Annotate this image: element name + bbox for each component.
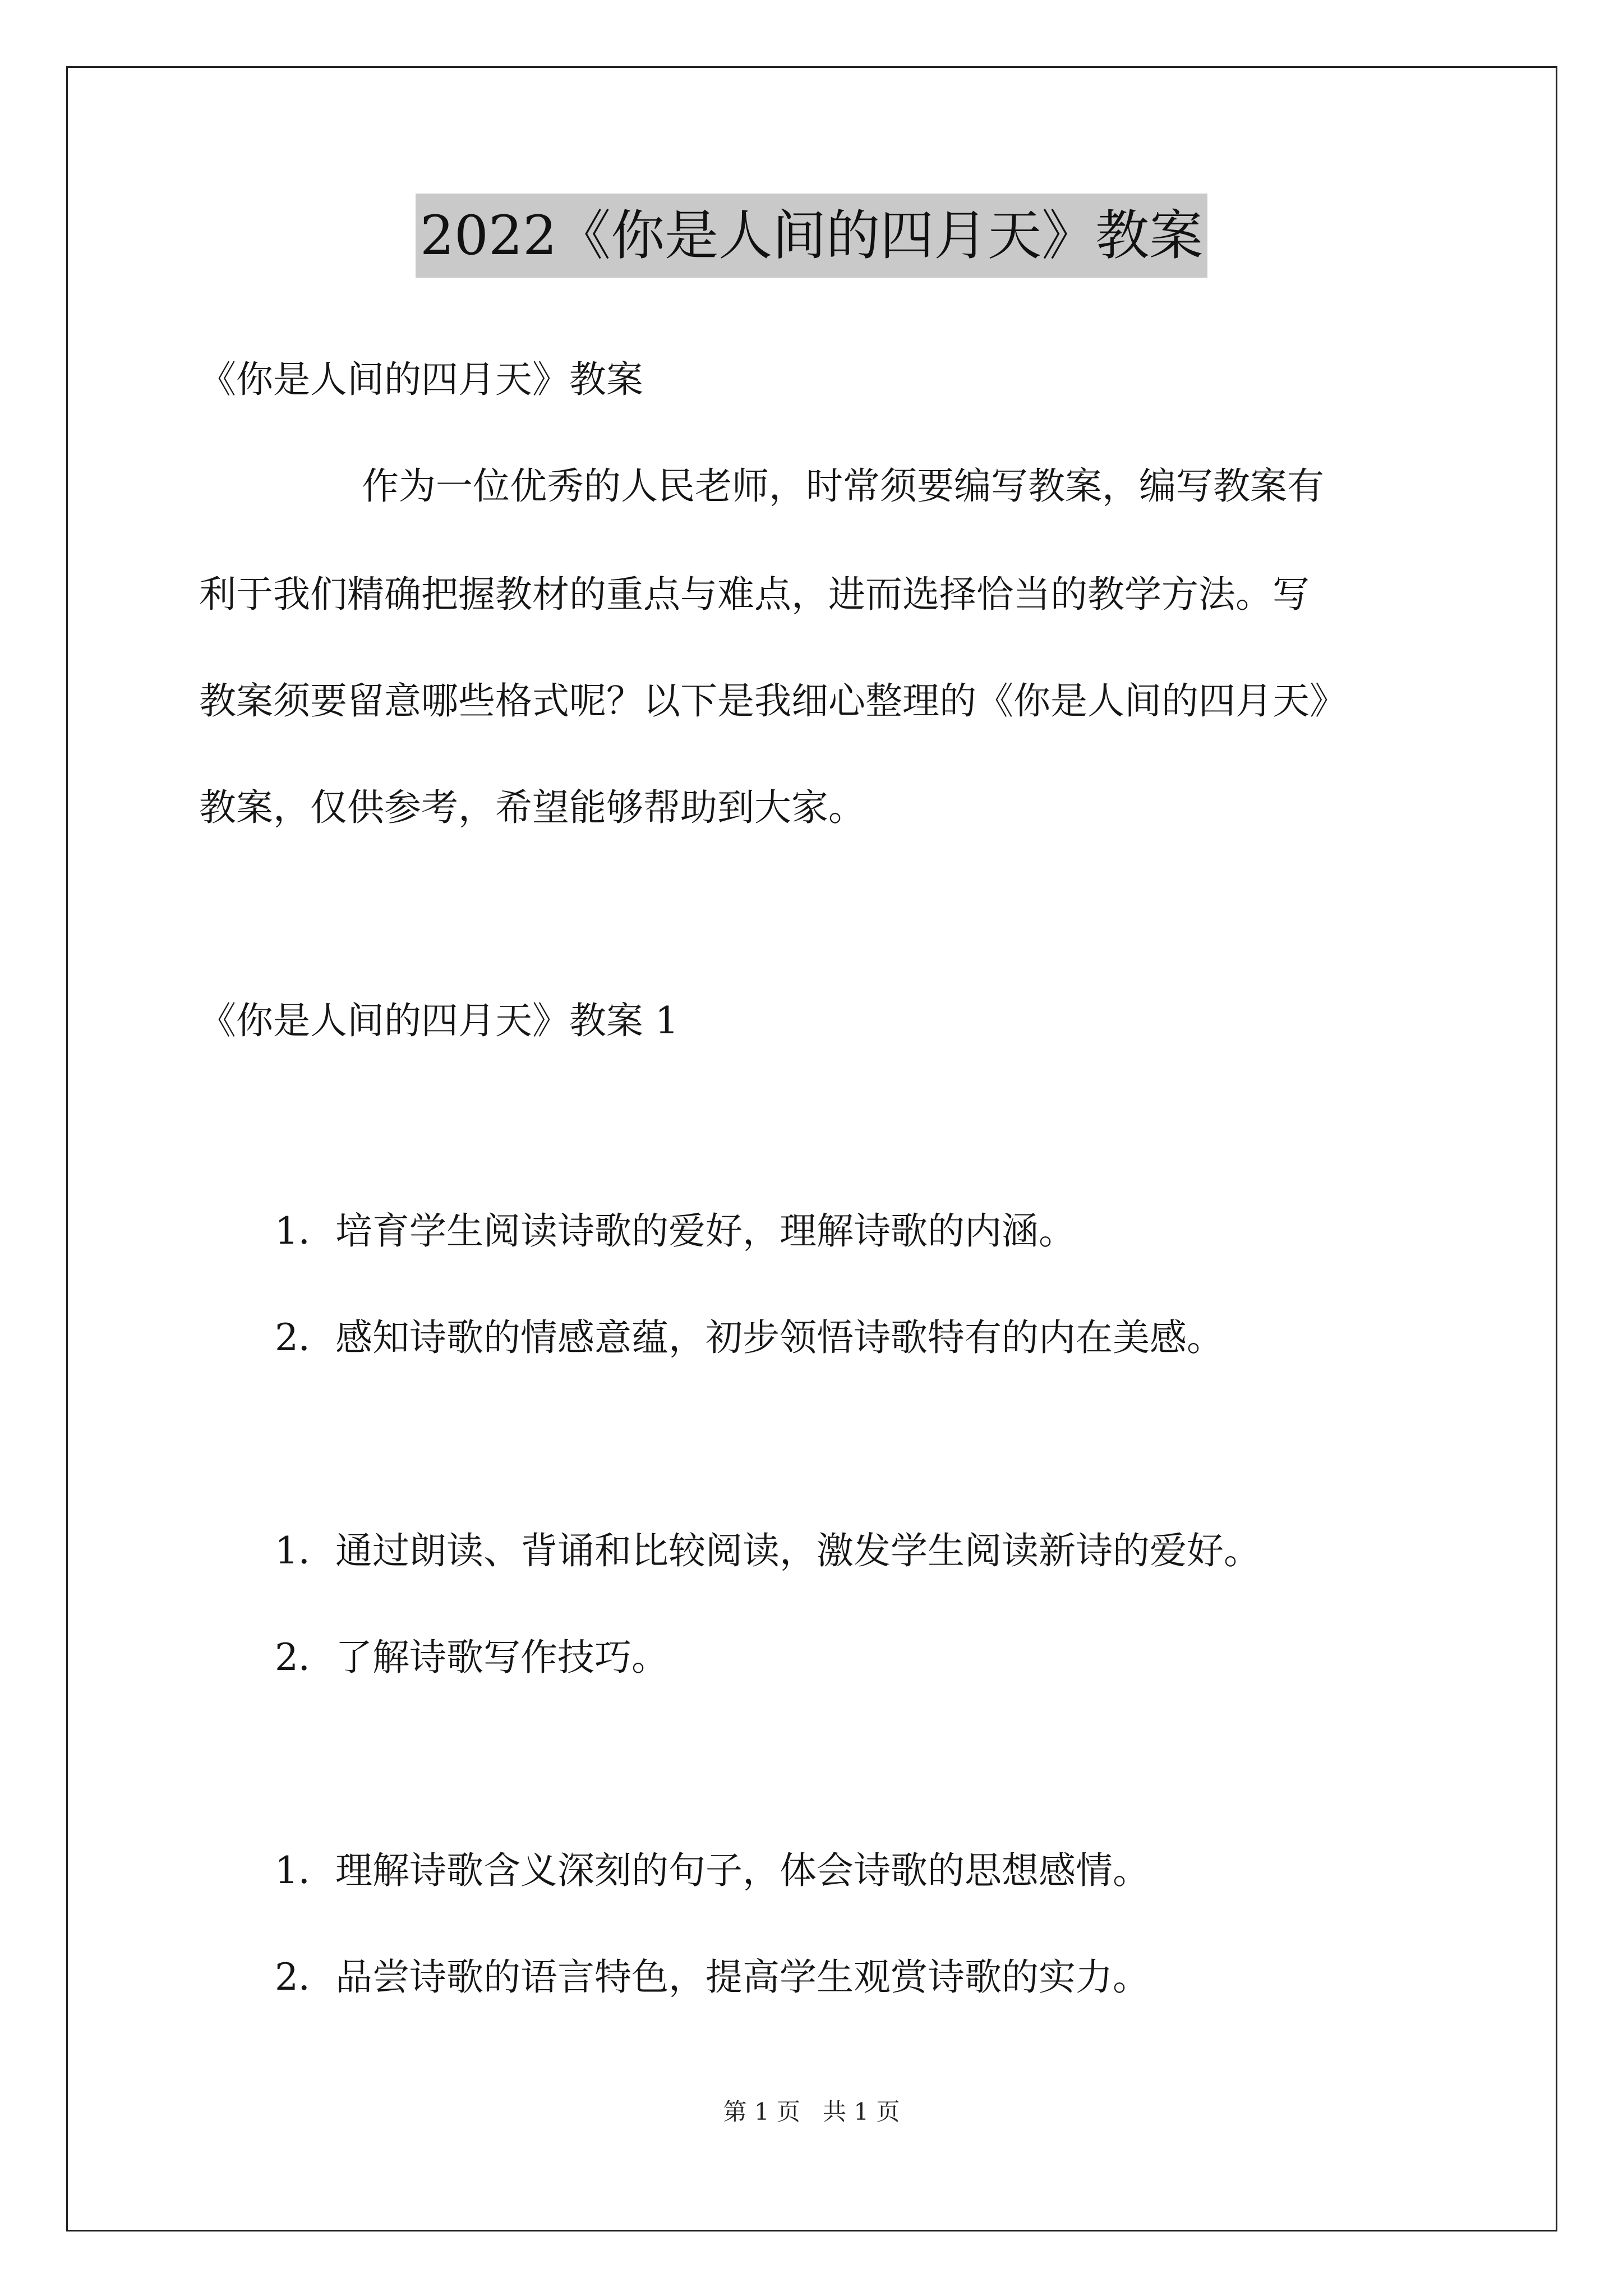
goal-group-1-item-1: 1．培育学生阅读诗歌的爱好，理解诗歌的内涵。 <box>275 1209 1076 1253</box>
intro-line-4: 教案，仅供参考，希望能够帮助到大家。 <box>199 786 865 829</box>
goal-group-3-item-1: 1．理解诗歌含义深刻的句子，体会诗歌的思想感情。 <box>275 1849 1150 1892</box>
intro-line-3: 教案须要留意哪些格式呢？以下是我细心整理的《你是人间的四月天》 <box>199 679 1347 723</box>
page-number-footer: 第 1 页 共 1 页 <box>723 2098 900 2125</box>
goal-group-2-item-1: 1．通过朗读、背诵和比较阅读，激发学生阅读新诗的爱好。 <box>275 1529 1261 1572</box>
goal-group-3-item-2: 2．品尝诗歌的语言特色，提高学生观赏诗歌的实力。 <box>275 1955 1150 1999</box>
intro-line-2: 利于我们精确把握教材的重点与难点，进而选择恰当的教学方法。写 <box>199 573 1310 616</box>
document-subtitle: 《你是人间的四月天》教案 <box>199 358 643 401</box>
goal-group-1-item-2: 2．感知诗歌的情感意蕴，初步领悟诗歌特有的内在美感。 <box>275 1316 1224 1359</box>
section-title: 《你是人间的四月天》教案 1 <box>199 999 679 1042</box>
title-container <box>0 194 1623 278</box>
intro-line-1: 作为一位优秀的人民老师，时常须要编写教案，编写教案有 <box>362 464 1324 508</box>
goal-group-2-item-2: 2．了解诗歌写作技巧。 <box>275 1636 668 1679</box>
document-title: 2022《你是人间的四月天》教案 <box>416 194 1207 278</box>
